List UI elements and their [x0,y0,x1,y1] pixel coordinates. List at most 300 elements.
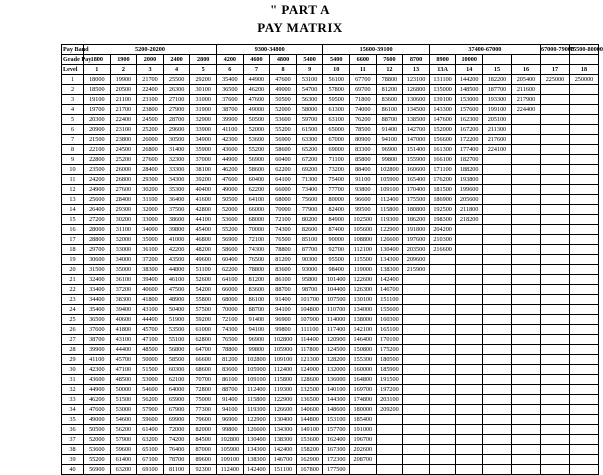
pay-cell: 115800 [376,205,403,215]
table-row [62,185,599,195]
pay-cell: 66000 [217,285,244,295]
pay-cell: 69100 [137,465,164,475]
pay-cell [511,225,540,235]
pay-cell [429,275,456,285]
pay-cell: 94100 [243,325,270,335]
table-row [62,355,599,365]
level-header-cell: 17 [540,65,569,75]
pay-cell: 31000 [190,95,217,105]
pay-cell [569,165,598,175]
pay-band-cell: 75500-80000 [569,46,603,53]
table-row [62,395,599,405]
pay-cell [482,405,511,415]
pay-cell: 50500 [217,195,244,205]
pay-cell: 20300 [84,115,111,125]
pay-cell [511,135,540,145]
pay-cell [482,395,511,405]
pay-cell: 55100 [163,335,190,345]
pay-cell: 40600 [137,285,164,295]
table-row [62,365,599,375]
pay-cell: 34300 [163,175,190,185]
pay-cell: 19700 [84,105,111,115]
level-header-cell: 13A [429,65,456,75]
pay-cell: 119300 [270,385,297,395]
pay-cell: 47600 [243,95,270,105]
pay-cell: 29300 [137,175,164,185]
pay-cell [456,305,483,315]
pay-cell: 138300 [243,455,270,465]
pay-cell: 102800 [376,165,403,175]
pay-cell [540,185,569,195]
pay-cell: 44100 [190,215,217,225]
pay-cell: 58000 [296,105,323,115]
pay-cell: 69700 [350,85,377,95]
pay-cell [540,465,569,475]
pay-cell: 180800 [403,205,430,215]
pay-cell [569,375,598,385]
pay-cell: 41100 [84,355,111,365]
index-cell: 5 [62,115,84,125]
pay-cell [429,345,456,355]
pay-cell [511,395,540,405]
pay-cell [456,235,483,245]
pay-cell: 34400 [84,295,111,305]
pay-band-cell: 5200-20200 [84,45,217,55]
pay-cell [376,415,403,425]
pay-cell: 55800 [190,295,217,305]
table-row [62,285,599,295]
pay-cell [511,235,540,245]
pay-cell: 52000 [217,205,244,215]
pay-cell [429,325,456,335]
pay-cell [403,335,430,345]
pay-cell: 56900 [84,465,111,475]
pay-cell: 205100 [482,115,511,125]
pay-cell: 102800 [217,435,244,445]
level-header-cell: 12 [376,65,403,75]
pay-cell: 56200 [137,395,164,405]
pay-cell: 67200 [296,155,323,165]
pay-cell: 138300 [376,265,403,275]
pay-cell: 28400 [110,195,137,205]
pay-cell: 54200 [190,285,217,295]
level-label: Level [62,65,84,75]
pay-cell: 134500 [403,105,430,115]
pay-cell: 71100 [323,155,350,165]
index-cell: 17 [62,235,84,245]
pay-cell: 204200 [429,225,456,235]
grade-pay-cell: 1900 [110,55,137,65]
pay-cell: 33400 [84,285,111,295]
pay-cell: 68000 [243,215,270,225]
pay-cell: 112400 [243,385,270,395]
pay-cell: 76200 [350,115,377,125]
index-cell: 19 [62,255,84,265]
pay-cell [403,315,430,325]
pay-cell: 27900 [163,105,190,115]
pay-cell [540,375,569,385]
pay-cell: 96600 [350,195,377,205]
pay-cell: 191500 [376,375,403,385]
pay-cell: 38100 [190,165,217,175]
pay-cell: 74300 [217,325,244,335]
pay-cell: 72100 [243,235,270,245]
pay-cell [540,445,569,455]
pay-cell: 76400 [163,445,190,455]
pay-cell: 68000 [270,195,297,205]
pay-cell: 107900 [296,315,323,325]
pay-cell: 160000 [350,365,377,375]
pay-cell: 21700 [110,105,137,115]
pay-cell: 73200 [323,165,350,175]
pay-cell: 56900 [270,135,297,145]
pay-cell [482,295,511,305]
pay-cell [540,395,569,405]
pay-cell: 99800 [376,155,403,165]
pay-cell [511,365,540,375]
pay-cell [540,325,569,335]
pay-cell [482,445,511,455]
pay-cell: 34900 [190,135,217,145]
pay-cell: 32900 [190,115,217,125]
pay-cell: 68000 [217,295,244,305]
pay-cell [403,365,430,375]
pay-cell [482,275,511,285]
table-row [62,145,599,155]
pay-cell: 94100 [270,305,297,315]
pay-cell [569,305,598,315]
pay-cell: 188200 [456,165,483,175]
table-row [62,215,599,225]
index-cell: 36 [62,425,84,435]
pay-cell [429,295,456,305]
pay-cell: 30200 [137,185,164,195]
pay-cell: 78800 [217,345,244,355]
pay-cell: 85800 [350,155,377,165]
pay-cell: 130400 [376,245,403,255]
pay-cell: 193800 [456,175,483,185]
pay-cell [540,295,569,305]
pay-cell: 46100 [163,275,190,285]
pay-cell: 48500 [137,345,164,355]
pay-cell [540,345,569,355]
pay-cell: 211600 [511,85,540,95]
table-row [62,385,599,395]
pay-cell [429,465,456,475]
pay-cell: 70700 [190,375,217,385]
pay-cell: 167200 [456,125,483,135]
pay-cell: 142400 [270,445,297,455]
table-row [62,165,599,175]
pay-cell: 35000 [110,265,137,275]
pay-cell: 27200 [84,215,111,225]
pay-cell [540,265,569,275]
pay-cell: 198300 [429,215,456,225]
pay-cell: 41800 [110,325,137,335]
index-cell: 30 [62,365,84,375]
pay-cell: 156600 [429,135,456,145]
pay-cell [569,85,598,95]
table-row [62,465,599,475]
pay-cell: 140600 [296,405,323,415]
pay-cell: 51500 [110,395,137,405]
pay-cell: 175500 [403,195,430,205]
pay-cell [511,245,540,255]
pay-cell: 115800 [270,375,297,385]
pay-cell [540,385,569,395]
pay-cell [540,415,569,425]
pay-cell [569,455,598,465]
pay-cell: 49000 [217,185,244,195]
pay-cell: 164800 [350,375,377,385]
pay-cell: 119300 [243,405,270,415]
pay-cell [511,255,540,265]
pay-cell: 112400 [217,465,244,475]
pay-cell [482,375,511,385]
pay-cell: 28700 [163,115,190,125]
pay-cell: 101700 [296,295,323,305]
pay-cell [569,155,598,165]
pay-cell [511,285,540,295]
pay-cell [511,375,540,385]
pay-cell: 41100 [217,125,244,135]
pay-cell: 43100 [137,305,164,315]
pay-cell: 144800 [296,415,323,425]
index-cell: 26 [62,325,84,335]
pay-cell: 21100 [110,95,137,105]
pay-cell: 139100 [429,95,456,105]
pay-cell: 23800 [110,135,137,145]
pay-cell: 95500 [323,255,350,265]
pay-cell [511,145,540,155]
pay-cell: 58600 [217,245,244,255]
pay-cell: 39200 [190,175,217,185]
pay-cell: 61000 [190,325,217,335]
pay-cell: 74300 [270,225,297,235]
grade-pay-cell: 2400 [163,55,190,65]
pay-cell: 56800 [163,345,190,355]
pay-cell [511,125,540,135]
index-cell: 32 [62,385,84,395]
pay-cell: 83300 [350,145,377,155]
pay-cell [456,415,483,425]
pay-cell [482,415,511,425]
pay-cell: 38300 [137,265,164,275]
pay-cell: 119300 [376,215,403,225]
pay-cell: 62200 [270,165,297,175]
pay-cell: 65100 [137,445,164,455]
pay-cell: 151100 [270,465,297,475]
pay-cell: 82600 [296,225,323,235]
pay-cell: 91400 [217,395,244,405]
pay-cell [482,365,511,375]
pay-cell [456,265,483,275]
pay-cell: 134300 [376,255,403,265]
pay-cell: 38300 [110,295,137,305]
pay-cell: 132000 [323,365,350,375]
pay-cell: 80900 [350,135,377,145]
pay-cell: 95800 [296,275,323,285]
table-row [62,95,599,105]
pay-cell: 78800 [376,75,403,85]
pay-cell [569,95,598,105]
pay-cell [569,405,598,415]
pay-cell: 160300 [376,315,403,325]
pay-cell: 27100 [163,95,190,105]
pay-cell: 37600 [84,325,111,335]
pay-cell: 22400 [110,115,137,125]
pay-cell: 33000 [137,215,164,225]
pay-cell: 76500 [217,335,244,345]
pay-cell [429,355,456,365]
index-cell: 37 [62,435,84,445]
pay-cell: 171100 [429,165,456,175]
pay-cell: 44900 [84,385,111,395]
pay-cell: 143300 [429,105,456,115]
pay-cell: 30600 [84,255,111,265]
pay-cell: 88700 [270,285,297,295]
pay-cell [511,435,540,445]
pay-cell [429,385,456,395]
pay-cell [376,435,403,445]
pay-cell: 53100 [296,75,323,85]
pay-cell [456,365,483,375]
pay-cell [482,355,511,365]
pay-cell: 57900 [137,405,164,415]
pay-cell: 112400 [376,195,403,205]
pay-cell: 181500 [429,185,456,195]
pay-cell: 70000 [217,305,244,315]
table-row [62,75,599,85]
pay-cell: 224400 [511,105,540,115]
pay-cell: 130100 [350,295,377,305]
pay-cell: 32400 [84,275,111,285]
pay-cell: 78800 [270,245,297,255]
pay-cell [403,435,430,445]
pay-cell: 77900 [296,205,323,215]
grade-pay-cell: 8700 [403,55,430,65]
pay-cell [540,115,569,125]
pay-cell: 216600 [429,245,456,255]
pay-cell: 44900 [243,75,270,85]
pay-cell: 128200 [323,355,350,365]
pay-cell [403,425,430,435]
pay-cell [456,425,483,435]
pay-cell: 25200 [137,125,164,135]
pay-cell: 72800 [190,385,217,395]
pay-cell: 107500 [323,295,350,305]
pay-cell [403,305,430,315]
pay-cell [482,455,511,465]
pay-cell: 57500 [190,305,217,315]
level-header-cell: 10 [323,65,350,75]
pay-cell: 74000 [350,105,377,115]
pay-cell: 36500 [84,315,111,325]
pay-cell [456,395,483,405]
pay-cell: 199100 [482,105,511,115]
pay-cell [511,175,540,185]
pay-cell [456,295,483,305]
pay-cell: 39900 [84,345,111,355]
pay-cell: 33300 [163,165,190,175]
pay-cell: 135000 [429,85,456,95]
pay-cell: 40600 [110,315,137,325]
pay-cell: 86100 [217,375,244,385]
pay-cell: 71800 [350,95,377,105]
pay-cell: 53600 [243,135,270,145]
pay-cell: 170400 [403,185,430,195]
pay-cell [569,295,598,305]
pay-cell: 36400 [163,195,190,205]
pay-cell: 63300 [296,135,323,145]
pay-cell: 31100 [110,225,137,235]
level-header-cell: 3 [137,65,164,75]
pay-cell: 165100 [376,325,403,335]
pay-cell: 53500 [163,325,190,335]
pay-cell [376,445,403,455]
pay-cell: 24900 [84,185,111,195]
pay-cell: 76500 [270,235,297,245]
level-header-cell: 9 [296,65,323,75]
pay-cell: 132500 [296,385,323,395]
pay-cell: 167800 [296,465,323,475]
pay-cell: 96900 [243,335,270,345]
pay-cell: 44400 [137,315,164,325]
pay-cell: 34000 [137,225,164,235]
pay-cell: 130400 [270,415,297,425]
pay-cell: 55200 [243,145,270,155]
index-cell: 40 [62,465,84,475]
pay-cell: 26000 [137,135,164,145]
pay-cell: 162300 [456,115,483,125]
pay-cell: 54700 [296,85,323,95]
index-cell: 29 [62,355,84,365]
pay-cell [482,465,511,475]
pay-cell: 62800 [190,335,217,345]
pay-cell: 197600 [403,235,430,245]
pay-cell [511,465,540,475]
pay-cell: 56900 [243,155,270,165]
pay-cell: 65900 [163,395,190,405]
pay-cell [540,135,569,145]
pay-cell [403,385,430,395]
pay-cell: 109100 [217,455,244,465]
pay-cell: 78500 [350,125,377,135]
table-row [62,345,599,355]
pay-cell: 19100 [84,95,111,105]
pay-cell: 78700 [163,455,190,465]
grade-pay-cell: 4800 [270,55,297,65]
pay-cell: 105900 [217,445,244,455]
pay-cell [456,345,483,355]
pay-cell [350,465,377,475]
table-row [62,435,599,445]
pay-cell: 26800 [110,175,137,185]
pay-cell [569,185,598,195]
pay-cell: 121300 [296,355,323,365]
pay-cell [511,295,540,305]
pay-cell [569,225,598,235]
index-cell: 24 [62,305,84,315]
pay-cell: 43600 [217,145,244,155]
grade-pay-cell: 2000 [137,55,164,65]
pay-cell: 59500 [323,95,350,105]
pay-cell: 122900 [376,225,403,235]
pay-cell [569,195,598,205]
pay-cell: 155900 [403,155,430,165]
pay-cell: 86100 [270,275,297,285]
pay-cell: 54600 [110,415,137,425]
